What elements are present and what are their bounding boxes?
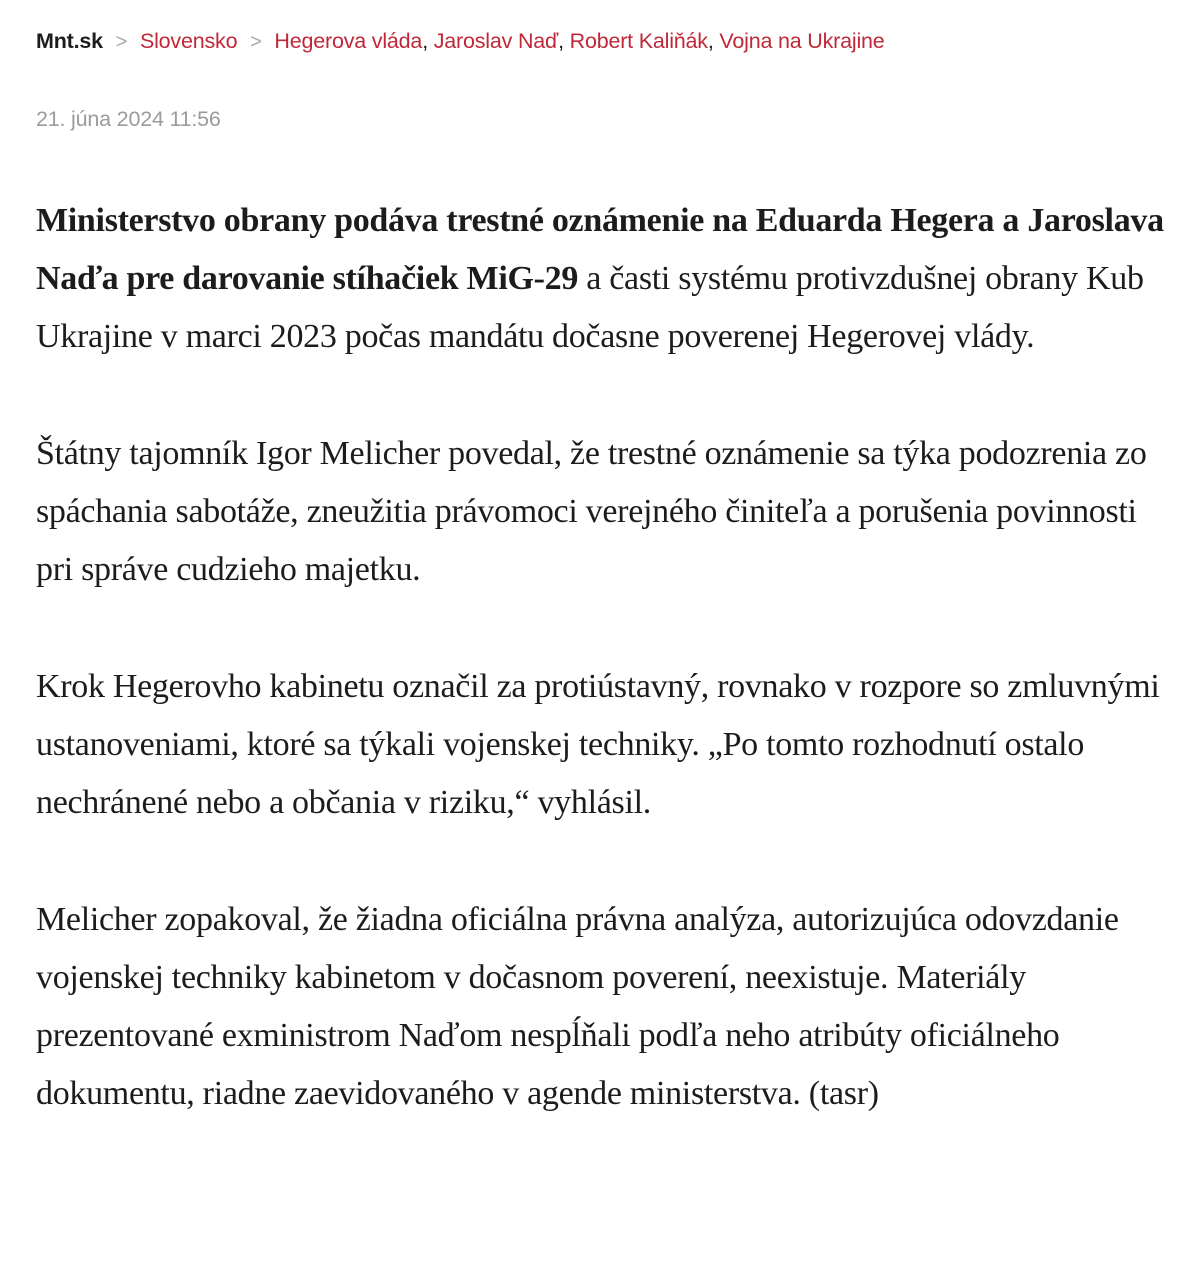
- paragraph-text: Krok Hegerovho kabinetu označil za protiústavný, rovnako v rozpore so zmluvnými ustanoveniami, ktoré sa týkali vojenskej techniky. „Po tomto rozhodnutí ostalo nechránené nebo a občania v riziku,“ vyhlásil.: [36, 667, 1160, 821]
- breadcrumb-tags: Hegerova vláda, Jaroslav Naď, Robert Kaliňák, Vojna na Ukrajine: [274, 29, 885, 53]
- paragraph-text: Štátny tajomník Igor Melicher povedal, že trestné oznámenie sa týka podozrenia zo spáchania sabotáže, zneužitia právomoci verejného činiteľa a porušenia povinnosti pri správe cudzieho majetku.: [36, 434, 1147, 588]
- breadcrumb-section-link[interactable]: Slovensko: [139, 29, 238, 53]
- chevron-right-icon: >: [250, 31, 262, 53]
- breadcrumb-tag-link[interactable]: Hegerova vláda: [274, 29, 423, 53]
- breadcrumb-tag-link[interactable]: Jaroslav Naď: [433, 29, 559, 53]
- article-paragraph: [36, 658, 1168, 832]
- breadcrumb: [36, 28, 1166, 56]
- breadcrumb-tag-link[interactable]: Robert Kaliňák: [569, 29, 708, 53]
- article-body: [36, 192, 1168, 1123]
- article-paragraph: [36, 891, 1168, 1123]
- paragraph-text-bold: Ministerstvo obrany podáva trestné oznámenie na Eduarda Hegera a Jaroslava Naďa pre darovanie stíhačiek MiG-29: [36, 201, 1164, 297]
- publish-date: 21. júna 2024 11:56: [36, 106, 221, 131]
- breadcrumb-home-link[interactable]: Mnt.sk: [36, 29, 103, 53]
- paragraph-text: a časti systému protivzdušnej obrany Kub Ukrajine v marci 2023 počas mandátu dočasne poverenej Hegerovej vlády.: [36, 259, 1144, 355]
- article-paragraph: [36, 192, 1168, 366]
- paragraph-text: Melicher zopakoval, že žiadna oficiálna právna analýza, autorizujúca odovzdanie vojenskej techniky kabinetom v dočasnom poverení, neexistuje. Materiály prezentované exministrom Naďom nespĺňali podľa neho atribúty oficiálneho dokumentu, riadne zaevidovaného v agende ministerstva. (tasr): [36, 900, 1119, 1112]
- breadcrumb-tag-link[interactable]: Vojna na Ukrajine: [719, 29, 885, 53]
- chevron-right-icon: >: [115, 31, 128, 53]
- article-paragraph: [36, 425, 1168, 599]
